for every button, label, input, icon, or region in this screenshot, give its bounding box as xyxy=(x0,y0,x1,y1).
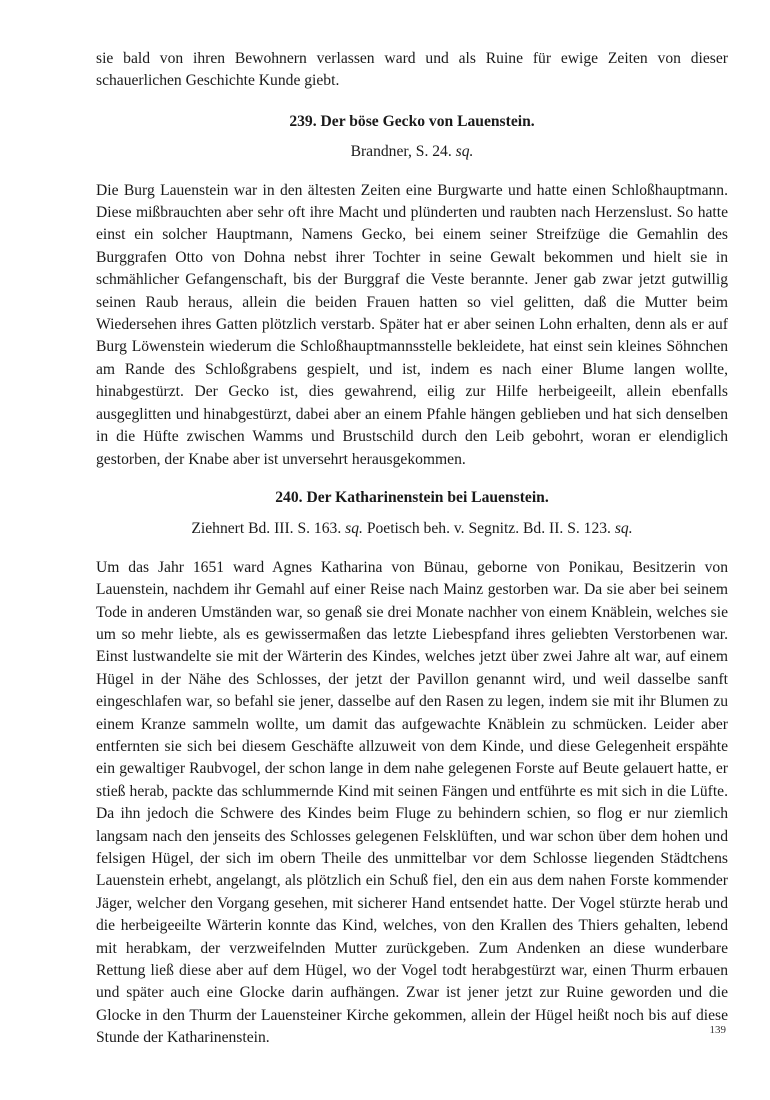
section-source-239 xyxy=(96,141,728,163)
section-body-239: Die Burg Lauenstein war in den ältesten Zeiten eine Burgwarte und hatte einen Schloßhauptmann. Diese mißbrauchten aber sehr oft ihre Macht und plünderten und raubten nach Herzenslust. So hatte einst ein solcher Hauptmann, Namens Gecko, bei einem seiner Streifzüge die Gemahlin des Burggrafen Otto von Dohna nebst ihrer Tochter in seine Gewalt bekommen und hielt sie in schmählicher Gefangenschaft, bis der Burggraf die Veste berannte. Jener gab zwar jetzt gutwillig seinen Raub heraus, allein die beiden Frauen hatten so viel gelitten, daß die Mutter beim Wiedersehen ihres Gatten plötzlich verstarb. Später hat er aber seinen Lohn erhalten, denn als er auf Burg Löwenstein wiederum die Schloßhauptmannsstelle bekleidete, hat einst sein kleines Söhnchen am Rande des Schloßgrabens gespielt, und ist, indem es nach einer Blume langen wollte, hinabgestürzt. Der Gecko ist, dies gewahrend, eilig zur Hilfe herbeigeeilt, allein ebenfalls ausgeglitten und hinabgestürzt, dabei aber an einem Pfahle hängen geblieben und hat sich denselben in die Hüfte zwischen Wamms und Brustschild durch den Leib gebohrt, woran er elendiglich gestorben, der Knabe aber ist unversehrt herausgekommen. xyxy=(96,181,728,468)
page-number: 139 xyxy=(709,1024,726,1036)
section-source-240 xyxy=(96,518,728,540)
source-italic-a: sq. xyxy=(345,520,363,538)
section-heading-240: 240. Der Katharinenstein bei Lauenstein. xyxy=(275,488,549,506)
source-text-b: Poetisch beh. v. Segnitz. Bd. II. S. 123. xyxy=(366,520,611,538)
source-text-a: Ziehnert Bd. III. S. 163. xyxy=(191,520,342,538)
source-text: Brandner, S. 24. xyxy=(350,143,452,161)
source-italic: sq. xyxy=(455,143,474,161)
section-heading-239: 239. Der böse Gecko von Lauenstein. xyxy=(289,112,535,130)
intro-paragraph: sie bald von ihren Bewohnern verlassen ward und als Ruine für ewige Zeiten von dieser schauerlichen Geschichte Kunde giebt. xyxy=(96,50,728,90)
page-body xyxy=(96,48,728,1050)
section-body-240: Um das Jahr 1651 ward Agnes Katharina von Bünau, geborne von Ponikau, Besitzerin von Lauenstein, nachdem ihr Gemahl auf einer Reise nach Mainz gestorben war. Da sie aber bei seinem Tode in anderen Umständen war, so genaß sie drei Monate nachher von einem Knäblein, welches sie um so mehr liebte, als es gewissermaßen das letzte Liebespfand ihres geliebten Verstorbenen war. Einst lustwandelte sie mit der Wärterin des Kindes, welches jetzt über zwei Jahre alt war, auf einem Hügel in der Nähe des Schlosses, der jetzt der Pavillon genannt wird, und weil dasselbe sanft eingeschlafen war, so befahl sie jener, dasselbe auf den Rasen zu legen, indem sie mit ihr Blumen zu einem Kranze sammeln wollte, um damit das aufgewachte Knäblein zu schmücken. Leider aber entfernten sie sich bei diesem Geschäfte allzuweit von dem Kinde, und diese Gelegenheit erspähte ein gewaltiger Raubvogel, der schon lange in dem nahe gelegenen Forste auf Beute gelauert hatte, er stieß herab, packte das schlummernde Kind mit seinen Fängen und entführte es mit sich in die Lüfte. Da ihn jedoch die Schwere des Kindes beim Fluge zu behindern schien, so flog er nur ziemlich langsam nach den jenseits des Schlosses gelegenen Felsklüften, und war schon über dem hohen und felsigen Hügel, der sich im obern Theile des unmittelbar vor dem Schlosse liegenden Städtchens Lauenstein erhebt, angelangt, als plötzlich ein Schuß fiel, den ein aus dem nahen Forste kommender Jäger, welcher den Vorgang gesehen, mit sicherer Hand entsendet hatte. Der Vogel stürzte herab und die herbeigeeilte Wärterin konnte das Kind, welches, von den Krallen des Thiers gehalten, lebend mit herabkam, der verzweifelnden Mutter zurückgeben. Zum Andenken an diese wunderbare Rettung ließ diese aber auf dem Hügel, wo der Vogel todt herabgestürzt war, einen Thurm erbauen und später auch eine Glocke darin aufhängen. Zwar ist jener jetzt zur Ruine geworden und die Glocke in den Thurm der Lauensteiner Kirche gekommen, allein der Hügel heißt noch bis auf diese Stunde der Katharinenstein. xyxy=(96,558,728,1047)
source-italic-b: sq. xyxy=(614,520,633,538)
